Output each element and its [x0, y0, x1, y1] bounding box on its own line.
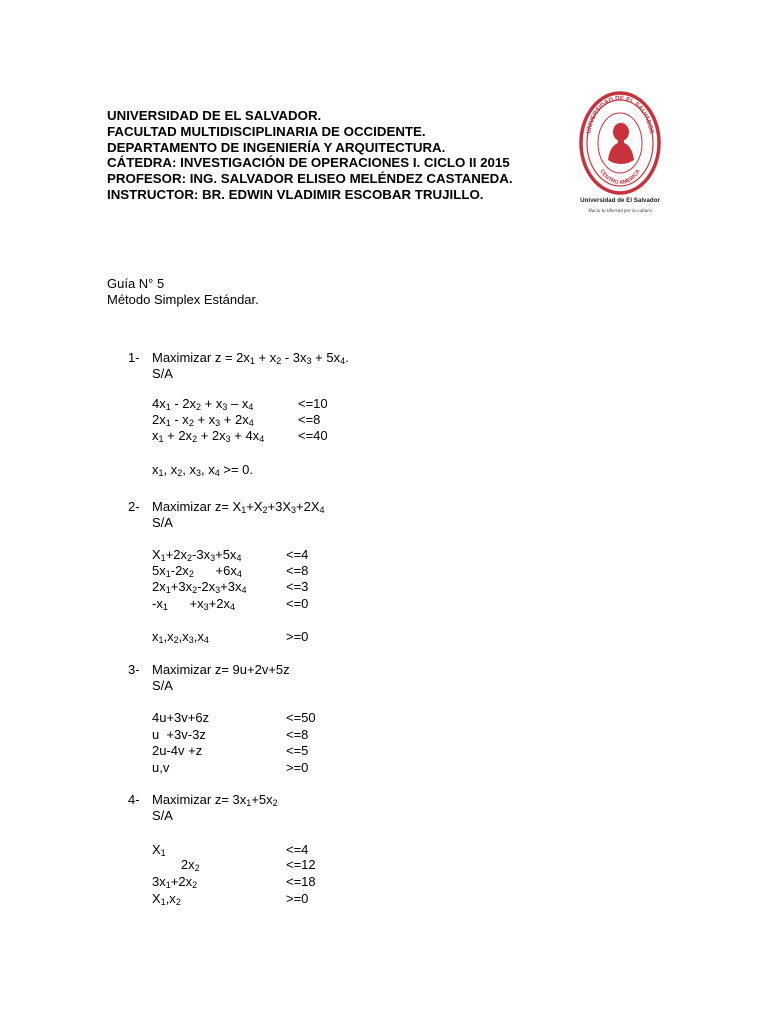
constraint-lhs: $X_1$ [152, 842, 166, 858]
header-faculty: FACULTAD MULTIDISCIPLINARIA DE OCCIDENTE. [107, 123, 426, 139]
constraint-lhs: $5x_1-2x_2$ $+6x_4$ [152, 563, 242, 579]
constraint-rhs: <=3 [286, 579, 309, 594]
header-instructor: INSTRUCTOR: BR. EDWIN VLADIMIR ESCOBAR TRUJILLO. [107, 186, 484, 202]
constraint-lhs: u +3v-3z [152, 727, 206, 742]
header-department: DEPARTAMENTO DE INGENIERÍA Y ARQUITECTURA. [107, 139, 446, 155]
constraint-lhs: $x_1,x_2,x_3,x_4$ [152, 629, 209, 645]
constraint-rhs: <=4 [286, 547, 309, 562]
seal-ring-text-bottom: CENTRO AMERICA [598, 168, 642, 187]
header-professor: PROFESOR: ING. SALVADOR ELISEO MELÉNDEZ CASTANEDA. [107, 171, 513, 187]
document-header [107, 108, 567, 203]
problem-number: 1- [128, 350, 140, 365]
constraint-rhs: <=5 [286, 743, 309, 758]
constraint-rhs: <=8 [286, 727, 309, 742]
guide-title-block [107, 276, 259, 308]
constraint-lhs: u,v [152, 760, 170, 775]
problem-number: 4- [128, 792, 140, 807]
constraint-lhs: 2u-4v +z [152, 743, 203, 758]
constraint-rhs: <=8 [286, 563, 309, 578]
subject-to-label: S/A [152, 366, 173, 381]
subject-to-label: S/A [152, 515, 173, 530]
problem-number: 2- [128, 499, 140, 514]
problem-number: 3- [128, 662, 140, 677]
constraint-rhs: <=8 [298, 412, 321, 427]
constraint-lhs: $x_1$, $x_2$, $x_3$, $x_4 >= 0$. [152, 462, 254, 478]
constraint-lhs: $X_1,x_2$ [152, 891, 181, 907]
constraint-rhs: <=4 [286, 842, 309, 857]
constraint-lhs: $X_1+2x_2-3x_3+5x_4$ [152, 547, 242, 563]
seal-caption: Universidad de El Salvador [580, 197, 660, 204]
constraint-lhs: $x_1 + 2x_2 + 2x_3 + 4x_4$ [152, 428, 265, 444]
guide-title: Método Simplex Estándar. [107, 292, 259, 307]
constraint-lhs: 4u+3v+6z [152, 710, 210, 725]
constraint-lhs: $2x_1+3x_2-2x_3+3x_4$ [152, 579, 247, 595]
objective-function: Maximizar z= 9u+2v+5z [152, 662, 290, 677]
objective-function: Maximizar $z= 3x_1+5x_2$ [152, 792, 278, 808]
constraint-rhs: <=18 [286, 874, 316, 889]
constraint-lhs: $2x_1 - x_2 + x_3 + 2x_4$ [152, 412, 254, 428]
university-seal-logo [568, 88, 672, 218]
constraint-lhs: $2x_2$ [152, 857, 200, 873]
guide-number: Guía N° 5 [107, 276, 165, 291]
constraint-rhs: <=12 [286, 857, 316, 872]
constraint-lhs: $-x_1$ $+x_3+2x_4$ [152, 596, 235, 612]
constraint-rhs: >=0 [286, 629, 309, 644]
seal-figure-icon [608, 122, 634, 164]
objective-function: Maximizar $z = 2x_1 + x_2 - 3x_3 + 5x_4$. [152, 350, 349, 366]
constraint-rhs: <=40 [298, 428, 328, 443]
objective-function: Maximizar $z= X_1+X_2+3X_3+2X_4$ [152, 499, 325, 515]
constraint-rhs: <=10 [298, 396, 328, 411]
seal-ring-text-top: UNIVERSIDAD DE EL SALVADOR [585, 94, 655, 135]
constraint-rhs: <=0 [286, 596, 309, 611]
seal-motto: Hacia la libertad por la cultura [588, 209, 652, 214]
constraint-rhs: >=0 [286, 891, 309, 906]
subject-to-label: S/A [152, 808, 173, 823]
constraint-rhs: <=50 [286, 710, 316, 725]
subject-to-label: S/A [152, 678, 173, 693]
header-course: CÁTEDRA: INVESTIGACIÓN DE OPERACIONES I. CICLO II 2015 [107, 155, 510, 171]
constraint-rhs: >=0 [286, 760, 309, 775]
header-university: UNIVERSIDAD DE EL SALVADOR. [107, 108, 322, 123]
constraint-lhs: $3x_1+2x_2$ [152, 874, 198, 890]
constraint-lhs: $4x_1 - 2x_2 + x_3 - x_4$ [152, 396, 254, 412]
